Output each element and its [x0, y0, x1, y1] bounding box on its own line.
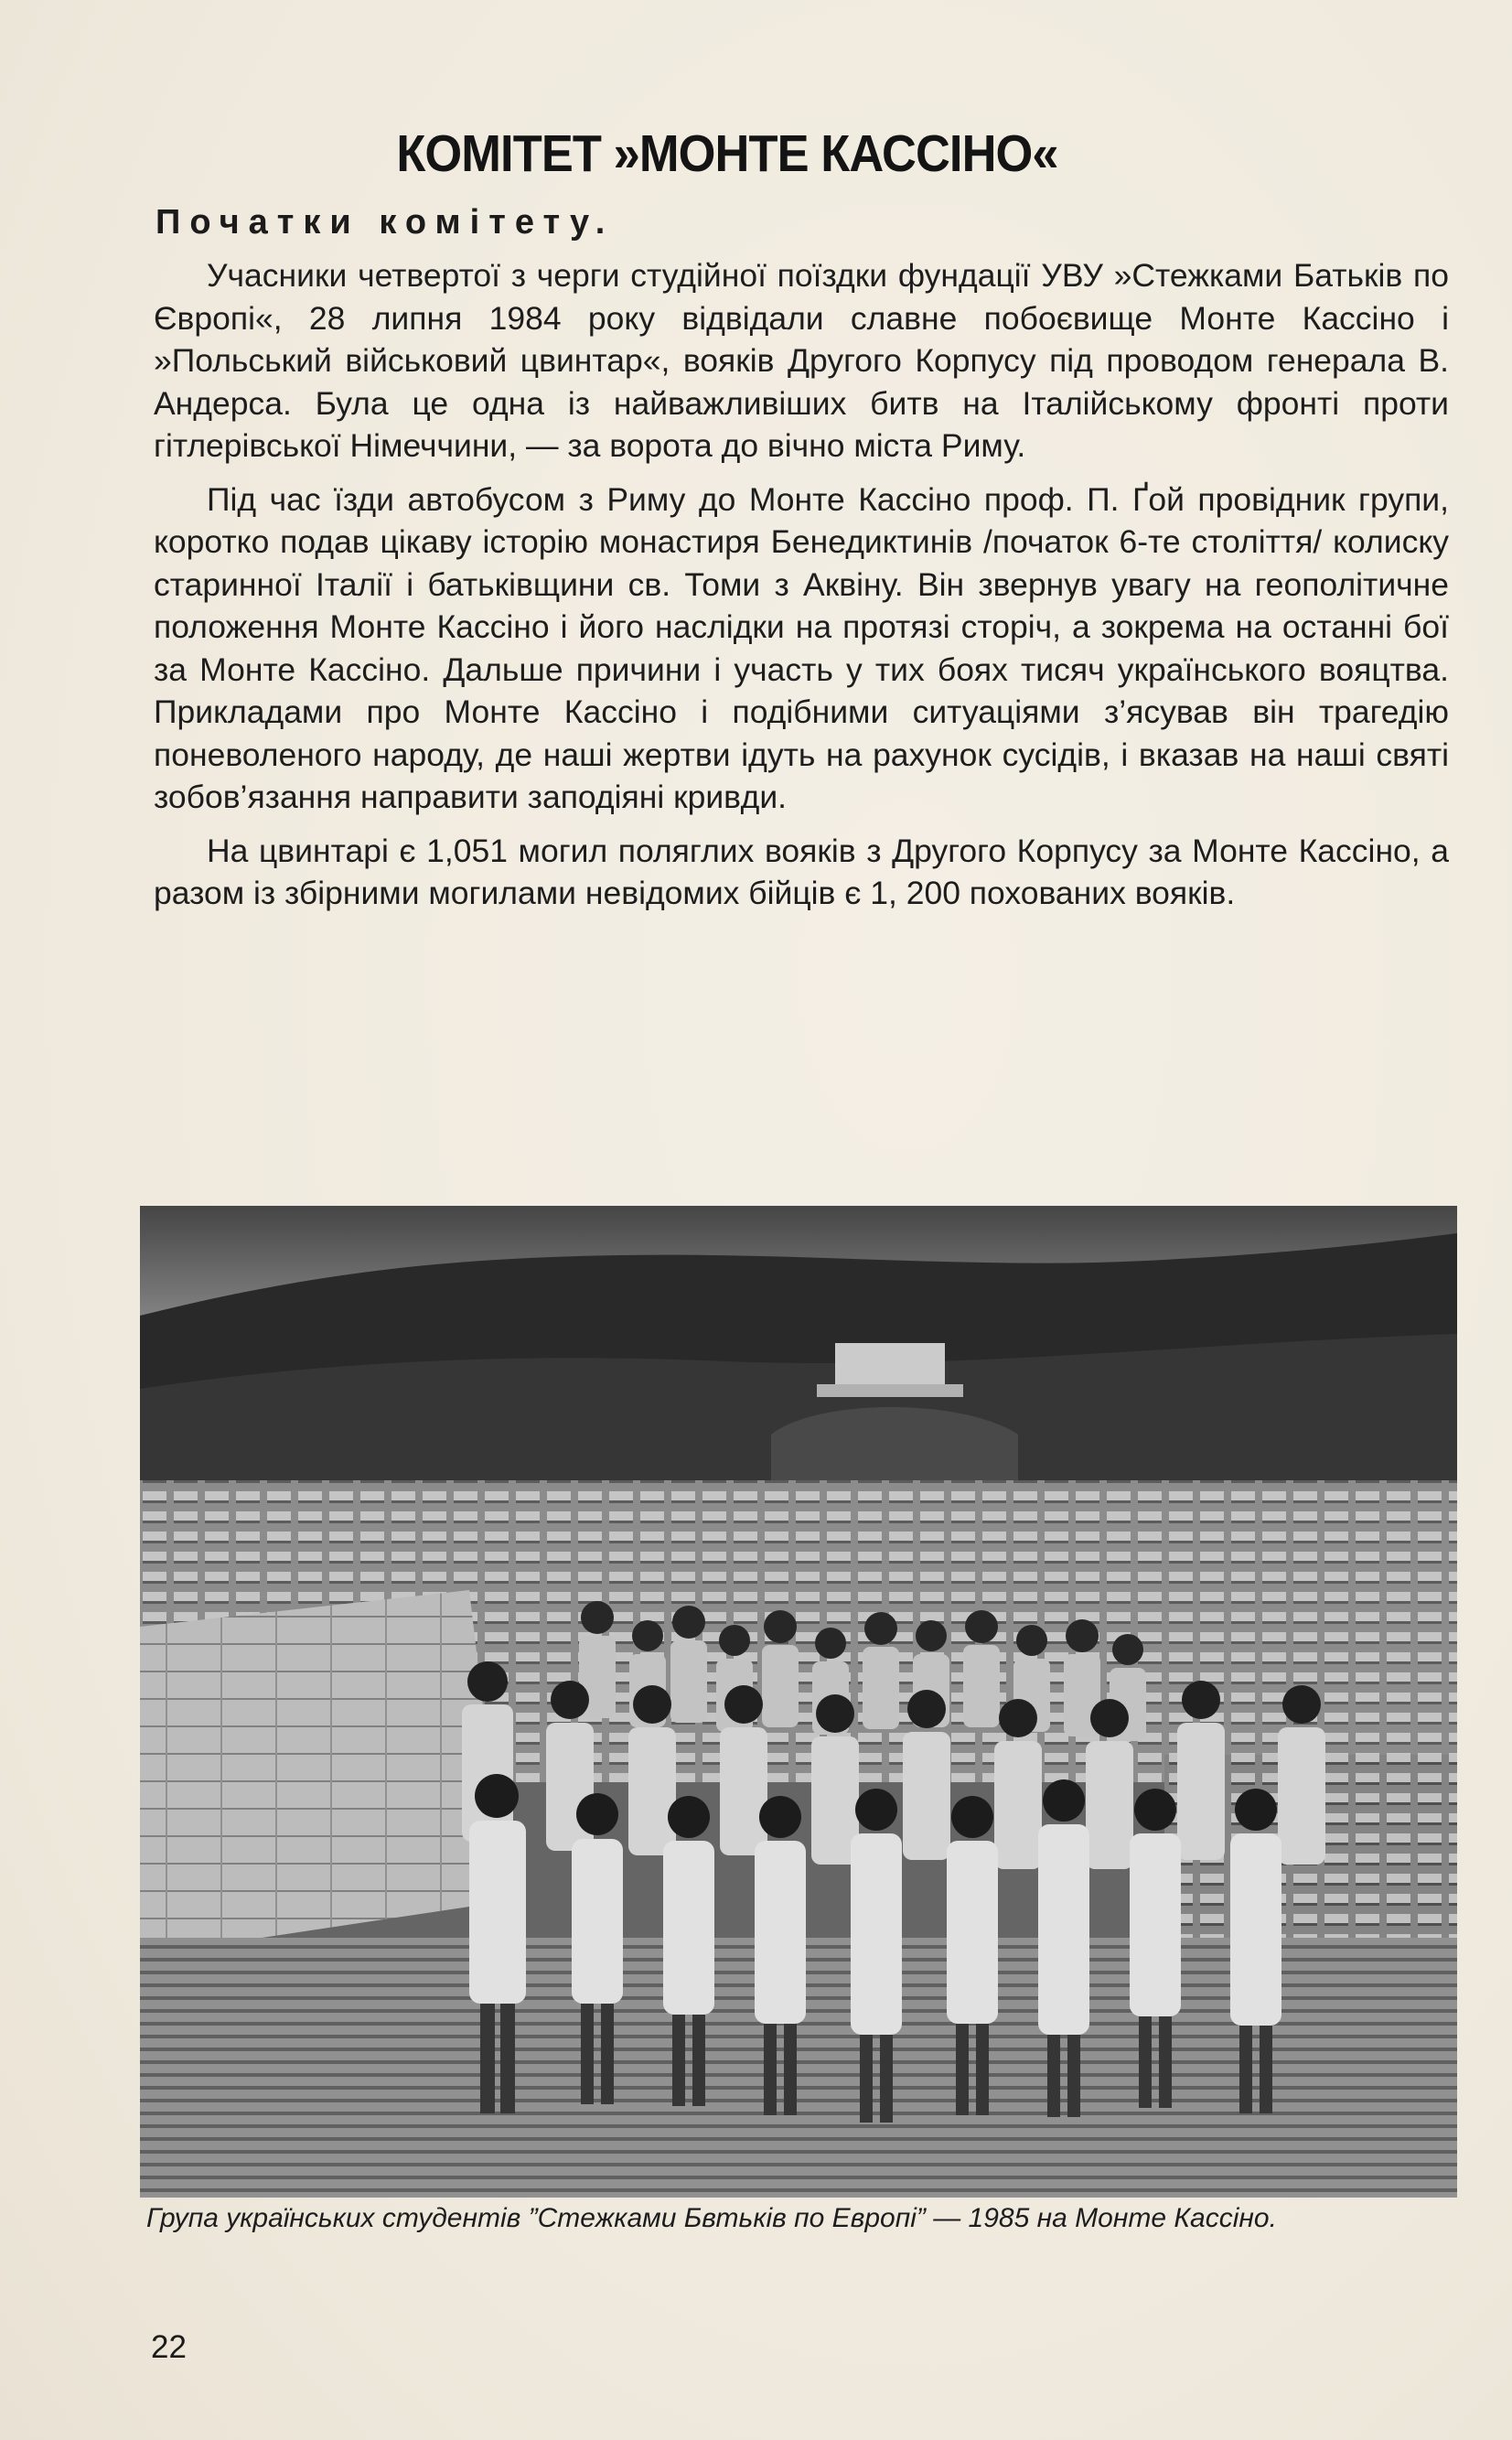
- page-number: 22: [151, 2329, 187, 2365]
- paragraph: Учасники четвертої з черги студійної поїздки фундації УВУ »Стежками Батьків по Європі«, 28 липня 1984 року відвідали славне побоєвище Монте Кассіно і »Польський військовий цвинтар«, вояків Другого Корпусу під проводом генерала В. Андерса. Була це одна із найважливіших битв на Італійському фронті проти гітлерівської Німеччини, — за ворота до вічно міста Риму.: [154, 257, 1449, 464]
- group-photo-image: [140, 1206, 1457, 2198]
- body-text: [154, 254, 1449, 926]
- photo-caption: Група українських студентів ”Стежками Бвтьків по Европі” — 1985 на Монте Кассіно.: [146, 2203, 1277, 2233]
- section-subtitle: Початки комітету.: [155, 203, 615, 242]
- group-photo: [140, 1206, 1457, 2198]
- paragraph: На цвинтарі є 1,051 могил поляглих вояків з Другого Корпусу за Монте Кассіно, а разом із збірними могилами невідомих бійців є 1, 200 похованих вояків.: [154, 832, 1449, 911]
- page-title: КОМІТЕТ »МОНТЕ КАССІНО«: [396, 124, 1058, 183]
- paragraph: Під час їзди автобусом з Риму до Монте Кассіно проф. П. Ґой провідник групи, коротко подав цікаву історію монастиря Бенедиктинів /початок 6-те століття/ колиску старинної Італії і батьківщини св. Томи з Аквіну. Він звернув увагу на геополітичне положення Монте Кассіно і його наслідки на протязі сторіч, а зокрема на останні бої за Монте Кассіно. Дальше причини і участь у тих боях тисяч українського вояцтва. Прикладами про Монте Кассіно і подібними ситуаціями з’ясував він трагедію поневоленого народу, де наші жертви ідуть на рахунок сусідів, і вказав на наші святі зобов’язання направити заподіяні кривди.: [154, 480, 1449, 815]
